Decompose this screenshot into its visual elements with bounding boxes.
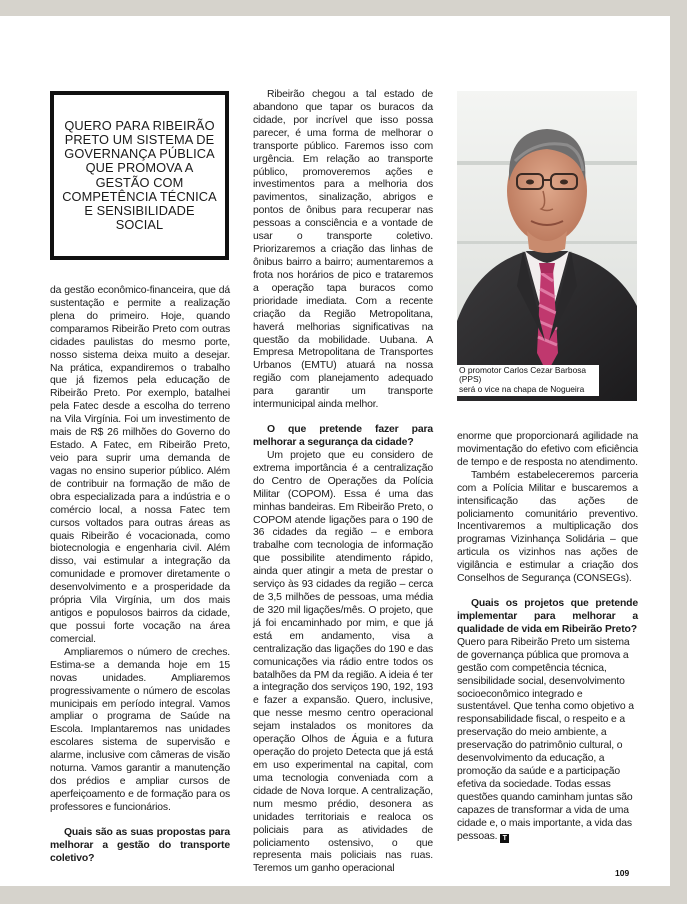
text-column-3 — [457, 431, 638, 844]
text-column-1 — [50, 285, 230, 866]
pull-quote-box — [50, 91, 229, 260]
end-of-article-mark: T — [500, 834, 509, 843]
paragraph: Um projeto que eu considero de extrema importância é a centralização do Centro de Operações da Polícia Militar (COPOM). Essa é uma das minhas bandeiras. Em Ribeirão Preto, o COPOM atende ligações para o 190 de 36 cidades da região – e embora trabalhe com tecnologia de informação que possibilite atendimento rápido, ainda quer atingir a meta de prestar o serviço às 93 cidades da região – cerca de 3,5 milhões de pessoas, uma média de 320 mil ligações/mês. O projeto, que já foi encaminhado por mim, e que já está em andamento, visa a centralização das ligações do 190 e das comunicações via rádio entre todos os batalhões da PM da região. A ideia é ter a integração dos serviços 190, 192, 193 e fazer a expansão. Quero, inclusive, que nesse mesmo centro operacional sejam instalados os monitores da operação Olhos de Águia e a futura operação do projeto Detecta que já está em uso experimental na capital, com uma tecnologia conveniada com a cidade de Nova Iorque. A centralização, num mesmo prédio, desonera as unidades territoriais e realoca os policiais para as atividades de policiamento ostensivo, o que representa mais policiais nas ruas. Teremos um ganho operacional — [253, 449, 433, 875]
paragraph: da gestão econômico-financeira, que dá sustentação e permite a realização plena do primeiro. Hoje, quando comparamos Ribeirão Preto com outras cidades paulistas do mesmo porte, nosso sistema deixa muito a desejar. Na prática, expandiremos o trabalho que já fizemos pela educação de Ribeirão Preto. Por exemplo, batalhei pela Fatec desde a escolha do terreno na Vila Virgínia. Foi um investimento de mais de R$ 26 milhões do Governo do Estado. A Fatec, em Ribeirão Preto, veio para suprir uma demanda de vagas no ensino superior público. Além de contribuir na formação de mão de obra especializada para a indústria e o comércio local, a nossa Fatec tem cursos voltados para outras áreas as quais Ribeirão é vocacionada, como biotecnologia e engenharia civil. Além disso, vai estimular a integração da comunidade e promover diretamente o desenvolvimento e a prosperidade da própria Vila Virgínia, um dos mais antigos e populosos bairros da cidade, que possui forte vocação na área comercial. — [50, 285, 230, 645]
paragraph-text: Quero para Ribeirão Preto um sistema de governança pública que promova a gestão com competência técnica, sensibilidade social, desenvolvimento socioeconômico integrado e sustentável. Que tenha como objetivo a responsabilidade fiscal, o respeito e a preservação do meio ambiente, a preservação do patrimônio cultural, o desenvolvimento da educação, a promoção da saúde e a participação efetiva da sociedade. Todas essas questões quando caminham juntas são capazes de transformar a vida de uma cidade e, o mais importante, a vida das pessoas. — [457, 636, 634, 842]
interview-question: Quais são as suas propostas para melhorar a gestão do transporte coletivo? — [50, 826, 230, 864]
caption-line: O promotor Carlos Cezar Barbosa (PPS) — [459, 366, 596, 386]
paragraph: enorme que proporcionará agilidade na movimentação do efetivo com eficiência de tempo e de resposta no atendimento. — [457, 431, 638, 468]
interview-question: O que pretende fazer para melhorar a segurança da cidade? — [253, 424, 433, 448]
portrait-photo — [457, 91, 637, 401]
caption-line: será o vice na chapa de Nogueira — [459, 385, 596, 395]
pull-quote-text: QUERO PARA RIBEIRÃO PRETO UM SISTEMA DE GOVERNANÇA PÚBLICA QUE PROMOVA A GESTÃO COM COMPETÊNCIA TÉCNICA E SENSIBILIDADE SOCIAL — [62, 117, 217, 233]
paragraph — [457, 637, 638, 844]
photo-caption — [457, 365, 599, 396]
interview-question: Quais os projetos que pretende implementar para melhorar a qualidade de vida em Ribeirão Preto? — [457, 598, 638, 635]
paragraph: Ampliaremos o número de creches. Estima-se a demanda hoje em 15 novas unidades. Ampliaremos progressivamente o número de escolas municipais em período integral. Vamos ampliar o programa de Saúde na Escola. Implantaremos nas unidades escolares sistema de supervisão e alarme, inclusive com câmeras de visão noturna. Vamos garantir a manutenção dos prédios e ampliar cursos de aperfeiçoamento e de formação para os professores e funcionários. — [50, 646, 230, 813]
page-number: 109 — [615, 868, 630, 878]
paragraph: Também estabeleceremos parceria com a Polícia Militar e buscaremos a intensificação das ações de policiamento comunitário preventivo. Incentivaremos a multiplicação dos programas Vizinhança Solidária – que articula os vizinhos nas ações de vigilância e estimular a criação dos Conselhos de Segurança (CONSEGs). — [457, 469, 638, 585]
paragraph: Ribeirão chegou a tal estado de abandono que tapar os buracos da cidade, por incrível que isso possa parecer, é uma forma de melhorar o transporte público. Faremos isso com urgência. Em relação ao transporte público, promoveremos ações e investimentos para a melhoria dos pavimentos, sinalização, abrigos e pontos de ônibus para recuperar nas pessoas a consciência e a vontade de usar o transporte coletivo. Priorizaremos a criação das linhas de ônibus bairro a bairro; aumentaremos a frota nos horários de pico e trataremos a operação tapa buracos como prioridade imediata. Com a recente criação da Região Metropolitana, haverá melhorias significativas na questão da mobilidade. Uubana. A Empresa Metropolitana de Transportes Urbanos (EMTU) atuará na nossa região com planejamento adequado para garantir um transporte intermunicipal ainda melhor. — [253, 89, 433, 411]
portrait-illustration — [457, 91, 637, 401]
text-column-2 — [253, 89, 433, 876]
